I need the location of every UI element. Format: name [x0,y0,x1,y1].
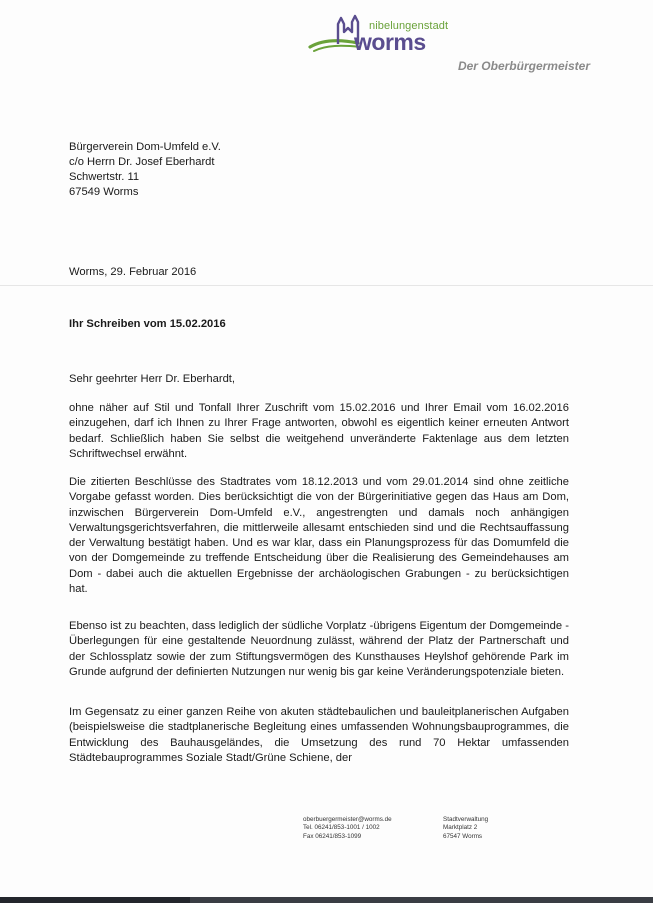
body-paragraph: ohne näher auf Stil und Tonfall Ihrer Zuschrift vom 15.02.2016 und Ihrer Email vom 16.02.2016 einzugehen, darf ich Ihnen zu Ihrer Frage antworten, obwohl es eigentlich keiner erneuten Antwort bedarf. Schließlich haben Sie selbst die weitgehend unveränderte Faktenlage aus dem letzten Schriftwechsel erwähnt. [69,402,569,460]
recipient-address [69,140,221,200]
address-line: Bürgerverein Dom-Umfeld e.V. [69,141,221,153]
footer-email: oberbuergermeister@worms.de [303,816,392,823]
address-line: c/o Herrn Dr. Josef Eberhardt [69,156,215,168]
logo-wordmark: worms [354,29,426,55]
footer-contact [303,816,392,841]
footer-address-line: Stadtverwaltung [443,816,489,823]
logo-supertitle: nibelungenstadt [369,20,449,32]
footer-address [443,816,488,841]
letter-subject: Ihr Schreiben vom 15.02.2016 [69,318,226,330]
body-paragraph: Im Gegensatz zu einer ganzen Reihe von akuten städtebaulichen und bauleitplanerischen Aufgaben (beispielsweise die stadtplanerische Begleitung eines umfassenden Wohnungsbauprogrammes, die Entwicklung des Bauhausgeländes, die Umsetzung des rund 70 Hektar umfassenden Städtebauprogrammes Soziale Stadt/Grüne Schiene, der [69,706,569,764]
footer-fax: Fax 06241/853-1099 [303,832,362,840]
bottom-edge-bar-dark [0,897,190,903]
footer-address-line: Marktplatz 2 [443,824,478,832]
city-logo [308,14,458,64]
salutation: Sehr geehrter Herr Dr. Eberhardt, [69,373,236,385]
body-paragraph: Ebenso ist zu beachten, dass lediglich der südliche Vorplatz -übrigens Eigentum der Domgemeinde - Überlegungen für eine gestaltende Neuordnung zulässt, während der Platz der Partnerschaft und der Schlossplatz sowie der zum Stiftungsvermögen des Kunsthauses Heylshof gehörende Park im Grunde aufgrund der definierten Nutzungen nur wenig bis gar keine Veränderungspotenziale bieten. [69,620,569,678]
office-title: Der Oberbürgermeister [457,59,590,73]
footer-phone: Tel. 06241/853-1001 / 1002 [303,824,380,832]
address-line: 67549 Worms [69,186,139,198]
fold-line [0,285,653,286]
letter-date: Worms, 29. Februar 2016 [69,266,197,278]
address-line: Schwertstr. 11 [69,171,140,183]
body-paragraph: Die zitierten Beschlüsse des Stadtrates vom 18.12.2013 und vom 29.01.2014 sind ohne zeitliche Vorgabe gefasst worden. Dies berücksichtigt die von der Bürgerinitiative gegen das Haus am Dom, inzwischen Bürgerverein Dom-Umfeld e.V., angestrengten und damals noch anhängigen Verwaltungsgerichtsverfahren, die mittlerweile allesamt entschieden sind und die Rechtsauffassung der Verwaltung bestätigt haben. Und es war klar, dass ein Planungsprozess für das Domumfeld die von der Domgemeinde zu treffende Entscheidung über die Realisierung des Gemeindehauses am Dom - dabei auch die aktuellen Ergebnisse der archäologischen Grabungen - zu berücksichtigen hat. [69,476,569,596]
footer-address-line: 67547 Worms [443,832,483,840]
